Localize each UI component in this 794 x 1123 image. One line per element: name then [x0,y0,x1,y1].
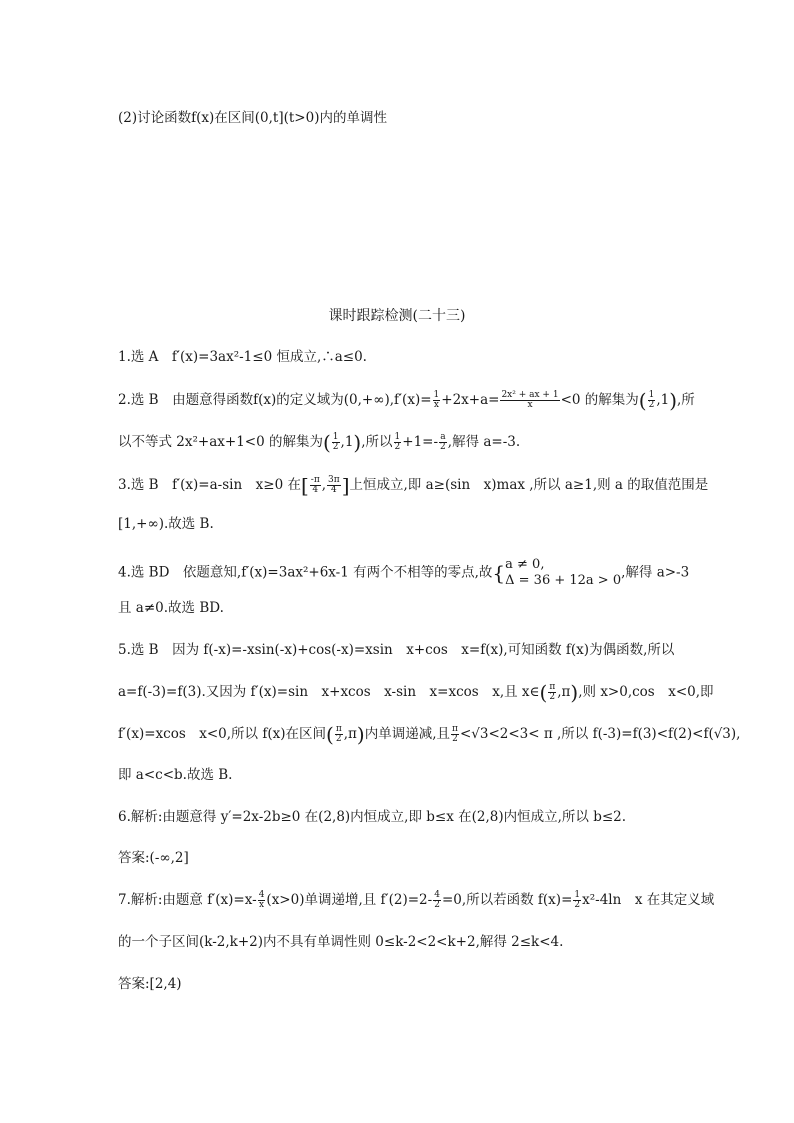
answer-4-line-2: 且 a≠0.故选 BD. [118,600,224,616]
top-question: (2)讨论函数f(x)在区间(0,t](t>0)内的单调性 [118,110,387,126]
equation-system: a ≠ 0, Δ = 36 + 12a > 0 [505,557,622,588]
text: <√3<2<3< π ,所以 f(-3)=f(3)<f(2)<f(√3), [459,726,741,742]
text: 以不等式 2x²+ax+1<0 的解集为 [118,434,323,450]
fraction: $\frac{1}{2}$ [648,390,655,410]
fraction: $\frac{-\pi}{4}$ [310,475,320,495]
fraction: $\frac{\pi}{2}$ [452,724,458,744]
fraction: $\frac{\pi}{2}$ [335,724,342,744]
fraction: $\frac{a}{2}$ [440,432,446,452]
text: ,所 [677,392,695,408]
fraction: $\frac{3\pi}{4}$ [328,475,340,495]
text: 4.选 BD 依题意知,f′(x)=3ax²+6x-1 有两个不相等的零点,故 [118,564,493,581]
text: a=f(-3)=f(3).又因为 f′(x)=sin x+xcos x-sin x=xcos x,且 x∈ [118,684,540,700]
answer-6: 6.解析:由题意得 y′=2x-2b≥0 在(2,8)内恒成立,即 b≤x 在(2,8)内恒成立,所以 b≤2. [118,809,627,825]
fraction: $\frac{1}{x}$ [433,390,440,410]
answer-7-line-2: 的一个子区间(k-2,k+2)内不具有单调性则 0≤k-2<2<k+2,解得 2≤k<4. [118,934,564,950]
fraction: $\frac{4}{2}$ [434,890,440,910]
answer-5-line-3: f′(x)=xcos x<0,所以 f(x)在区间( $\frac{\pi}{2}$ ,π)内单调递减,且 $\frac{\pi}{2}$ <√3<2<3< π ,所以 f(-3)=f(3)<f(2)<f(√3), [118,722,741,747]
text: +2x+a= [441,392,500,408]
section-title: 课时跟踪检测(二十三) [328,308,466,324]
text: x²-4ln x 在其定义域 [582,892,715,908]
fraction: $\frac{1}{2}$ [332,432,339,452]
fraction: $\frac{\text{2x² + ax + 1}}{x}$ [501,390,559,410]
text: <0 的解集为 [560,392,639,408]
text: 内单调递减,且 [364,726,451,742]
fraction: $\frac{1}{2}$ [574,890,581,910]
answer-5-line-2: a=f(-3)=f(3).又因为 f′(x)=sin x+xcos x-sin x=xcos x,且 x∈( $\frac{\pi}{2}$ ,π),则 x>0,cos x<0,即 [118,680,714,705]
fraction: $\frac{1}{2}$ [394,432,401,452]
text: 7.解析:由题意 f′(x)=x- [118,892,257,908]
answer-5-line-4: 即 a<c<b.故选 B. [118,767,233,783]
text: =0,所以若函数 f(x)= [441,892,573,908]
text: 上恒成立,即 a≥(sin x)max ,所以 a≥1,则 a 的取值范围是 [349,477,709,493]
text: ,所以 [361,434,393,450]
text: ,解得 a>-3 [621,564,690,581]
answer-3-line-1: 3.选 B f′(x)=a-sin x≥0 在[ $\frac{-\pi}{4}$ , $\frac{3\pi}{4}$ ]上恒成立,即 a≥(sin x)max ,所以 a≥1,则 a 的取值范围是 [118,473,709,498]
answer-2-line-2: 以不等式 2x²+ax+1<0 的解集为( $\frac{1}{2}$ ,1),所以 $\frac{1}{2}$ +1=- $\frac{a}{2}$ ,解得 a=-3. [118,430,521,455]
text: f′(x)=xcos x<0,所以 f(x)在区间 [118,726,326,742]
answer-6-result: 答案:(-∞,2] [118,850,189,866]
fraction: $\frac{\pi}{2}$ [549,682,556,702]
answer-1: 1.选 A f′(x)=3ax²-1≤0 恒成立,∴a≤0. [118,349,367,365]
answer-5-line-1: 5.选 B 因为 f(-x)=-xsin(-x)+cos(-x)=xsin x+cos x=f(x),可知函数 f(x)为偶函数,所以 [118,642,675,658]
fraction: $\frac{4}{x}$ [258,890,265,910]
answer-2-line-1: 2.选 B 由题意得函数f(x)的定义域为(0,+∞),f′(x)= $\frac{1}{x}$ +2x+a= $\frac{\text{2x² + ax + 1}}{x}$ <0 的解集为( $\frac{1}{2}$ ,1),所 [118,388,695,413]
text: +1=- [402,434,439,450]
text: ,则 x>0,cos x<0,即 [578,684,714,700]
text: 3.选 B f′(x)=a-sin x≥0 在 [118,477,301,493]
text: ,解得 a=-3. [447,434,521,450]
answer-7-line-1 [118,890,715,910]
answer-7-result: 答案:[2,4) [118,976,182,992]
text: 2.选 B 由题意得函数f(x)的定义域为(0,+∞),f′(x)= [118,392,432,408]
answer-3-line-2: [1,+∞).故选 B. [118,516,214,532]
text: (x>0)单调递增,且 f′(2)=2- [266,892,433,908]
answer-4-line-1: 4.选 BD 依题意知,f′(x)=3ax²+6x-1 有两个不相等的零点,故{ a ≠ 0, Δ = 36 + 12a > 0 ,解得 a>-3 [118,557,690,588]
